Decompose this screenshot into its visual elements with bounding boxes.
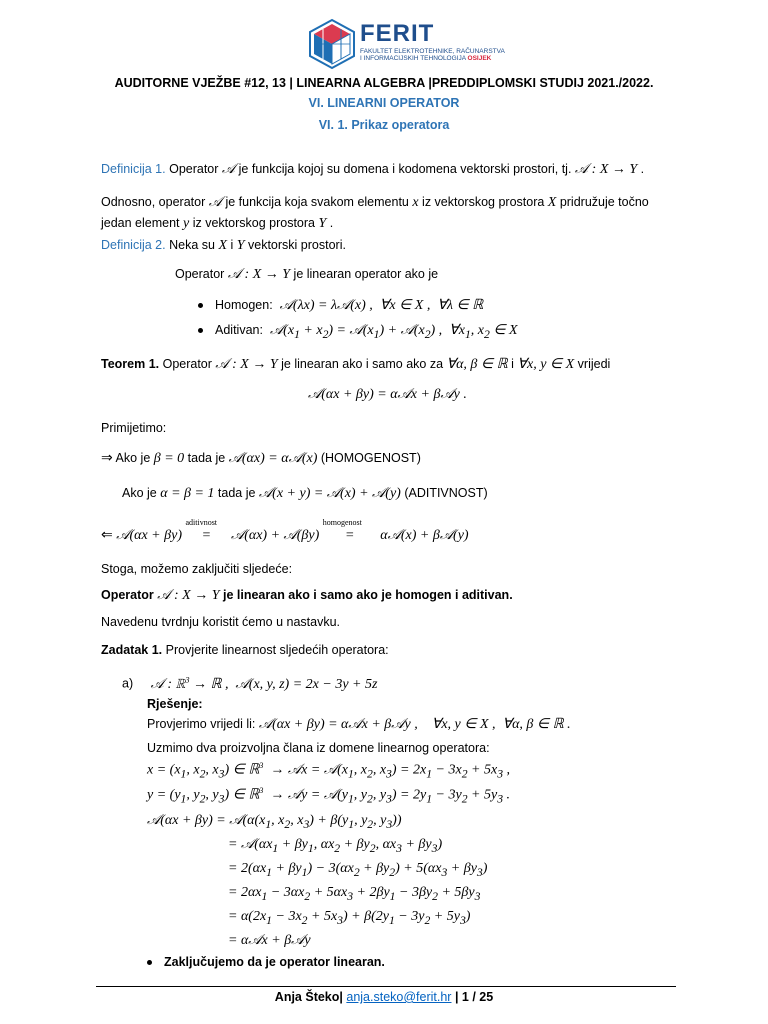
logo-name: FERIT [360,20,435,47]
solution-conclusion: Zaključujemo da je operator linearan. [147,955,385,969]
derivation-line-3: = $2(\alpha x_1 + \beta y_1) - 3(\alpha x_2 + \beta y_2) + 5(\alpha x_3 + \beta y_3)$ [228,861,488,879]
theorem-1: Teorem 1. Operator 𝒜 : X → Y je linearan ako i samo ako za ∀α, β ∈ ℝ i ∀x, y ∈ X vrijedi [101,357,611,372]
derivation-line-4: = $2\alpha x_1 - 3\alpha x_2 + 5\alpha x_3 + 2\beta y_1 - 3\beta y_2 + 5\beta y_3$ [228,885,481,903]
derivation-line-1: 𝒜(αx + $\beta y) = 𝒜(\alpha(x_1$, $x_2$, $x_3) + \beta(y_1$, $y_2$, $y_3$)) [147,813,402,831]
derivation-line-5: = $\alpha(2x_1 - 3x_2 + 5x_3) + \beta(2y_1 - 3y_2 + 5y_3)$ [228,909,471,927]
footer-page-number: | 1 / 25 [451,990,494,1004]
logo-subtitle: FAKULTET ELEKTROTEHNIKE, RAČUNARSTVA I INFORMACIJSKIH TEHNOLOGIJA OSIJEK [360,48,505,62]
ferit-logo [308,18,503,70]
note-label: Primijetimo: [101,421,167,435]
aditivan-condition: Aditivan: $𝒜(x_1 + x_2)$ = $𝒜(x_1)$ + $𝒜(x_2)$ , $\forall x_1$, $x_2$ ∈ X [198,322,518,341]
definition-1-explanation: Odnosno, operator 𝒜 je funkcija koja svakom elementu x iz vektorskog prostora X pridružuje točno jedan element y iz vektorskog prostora Y . [101,195,649,231]
aditivnost-line: Ako je α = β = 1 tada je 𝒜(x + y) = 𝒜(x) + 𝒜(y) (ADITIVNOST) [122,486,488,501]
footer-email-link[interactable]: anja.steko@ferit.hr [346,990,452,1004]
derivation-line-6: = α𝒜x + β𝒜y [228,933,311,948]
section-title: VI. LINEARNI OPERATOR [308,96,460,110]
solution-check: Provjerimo vrijedi li: 𝒜(αx + βy) = α𝒜x + β𝒜y , ∀x, y ∈ X , ∀α, β ∈ ℝ . [147,717,571,732]
solution-take-two: Uzmimo dva proizvoljna člana iz domene linearnog operatora: [147,741,490,755]
solution-label: Rješenje: [147,697,203,711]
footer-divider [96,986,676,987]
theorem-1-formula: 𝒜(αx + βy) = α𝒜x + β𝒜y . [308,387,467,402]
definition-1: Definicija 1. Operator 𝒜 je funkcija kojoj su domena i kodomena vektorski prostori, tj. 𝒜 : X → Y . [101,162,645,177]
conclusion-intro: Stoga, možemo zaključiti sljedeće: [101,562,293,576]
task-1: Zadatak 1. Provjerite linearnost sljedećih operatora: [101,643,389,657]
homogenost-line: ⇒ Ako je β = 0 tada je 𝒜(αx) = α𝒜(x) (HOMOGENOST) [101,451,421,466]
reverse-implication: ⇐ 𝒜(αx + βy) aditivnost = 𝒜(αx) + 𝒜(βy) homogenost = α𝒜(x) + β𝒜(y) [101,518,469,543]
homogen-condition: Homogen: 𝒜(λx) = λ𝒜(x) , ∀x ∈ X , ∀λ ∈ ℝ [198,297,483,314]
derivation-line-2: = $𝒜(\alpha x_1 + \beta y_1$, $\alpha x_2 + \beta y_2$, $\alpha x_3 + \beta y_3$) [228,837,443,855]
footer-author: Anja Šteko| [274,990,347,1004]
solution-x-def: $x = (x_1$, $x_2$, $x_3$) ∈ ℝ$^3$ → 𝒜x = $𝒜(x_1$, $x_2$, $x_3) = 2x_1 - 3x_2 + 5x_3$ , [147,761,511,781]
definition-2-operator: Operator 𝒜 : X → Y je linearan operator ako je [175,267,439,282]
definition-2: Definicija 2. Neka su X i Y vektorski prostori. [101,238,346,253]
subsection-title: VI. 1. Prikaz operatora [318,118,450,132]
conclusion-statement: Operator 𝒜 : X → Y je linearan ako i samo ako je homogen i aditivan. [101,588,513,603]
solution-y-def: $y = (y_1$, $y_2$, $y_3$) ∈ ℝ$^3$ → 𝒜y = $𝒜(y_1$, $y_2$, $y_3) = 2y_1 - 3y_2 + 5y_3$ . [147,786,511,806]
document-header: AUDITORNE VJEŽBE #12, 13 | LINEARNA ALGEBRA |PREDDIPLOMSKI STUDIJ 2021./2022. [114,76,654,90]
footer [0,990,768,1004]
conclusion-note: Navedenu tvrdnju koristit ćemo u nastavku. [101,615,341,629]
task-1-item-a: a) 𝒜 : ℝ$^3$ → ℝ , 𝒜(x, y, z) = 2x − 3y + 5z [122,675,378,692]
